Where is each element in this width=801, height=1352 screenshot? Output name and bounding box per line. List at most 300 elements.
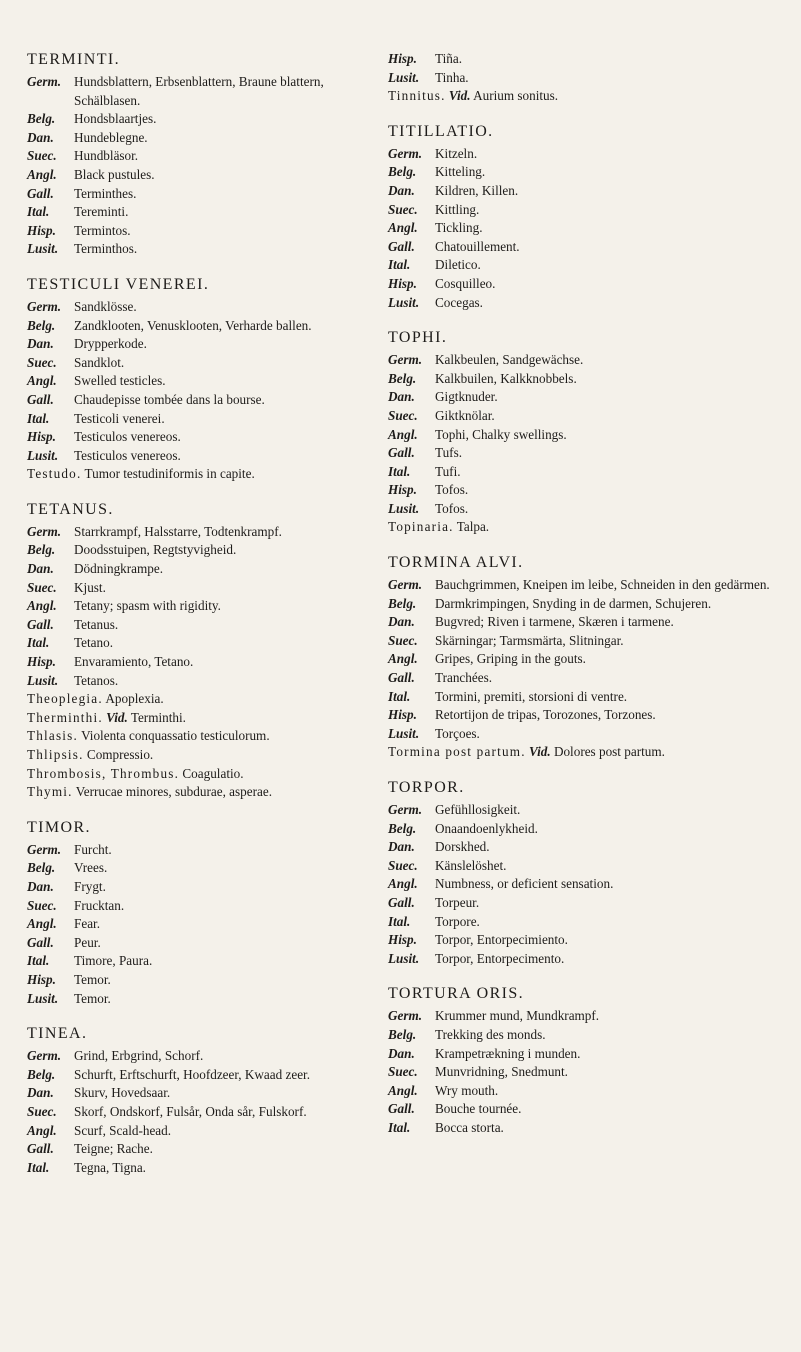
- language-label: Suec.: [27, 897, 57, 913]
- language-label: Lusit.: [27, 672, 59, 688]
- translation-row: [388, 725, 778, 744]
- translation-row: [388, 294, 778, 313]
- translation-row: [388, 801, 778, 820]
- translation-row: [27, 616, 372, 635]
- translation-text: Temor.: [74, 990, 111, 1006]
- translation-text: Diletico.: [435, 257, 481, 273]
- cross-reference-marker: Vid.: [529, 744, 551, 760]
- translation-row: [27, 1140, 372, 1159]
- language-label: Belg.: [388, 164, 417, 180]
- synonym-definition: Terminthi.: [130, 709, 186, 725]
- language-label: Germ.: [27, 74, 62, 89]
- translation-row: [388, 1007, 778, 1026]
- synonym-line: [388, 743, 778, 762]
- translation-text: Tetano.: [74, 635, 113, 651]
- translation-row: [388, 426, 778, 445]
- synonym-line: [27, 465, 372, 484]
- translation-text: Bocca storta.: [435, 1119, 504, 1135]
- language-label: Ital.: [27, 953, 50, 969]
- language-label: Germ.: [27, 298, 62, 314]
- translation-row: [27, 222, 372, 241]
- translation-row: [27, 841, 372, 860]
- language-label: Belg.: [27, 1066, 56, 1082]
- language-label: Lusit.: [27, 241, 59, 257]
- entry-heading: TESTICULI VENEREI.: [27, 275, 210, 293]
- translation-row: [27, 934, 372, 953]
- translation-text: Tofos.: [435, 482, 469, 498]
- translation-text: Gripes, Griping in the gouts.: [435, 651, 586, 667]
- language-label: Hisp.: [388, 932, 417, 948]
- translation-row: [388, 875, 778, 894]
- translation-text: Tickling.: [435, 220, 483, 236]
- translation-text: Tormini, premiti, storsioni di ventre.: [435, 688, 628, 704]
- synonym-term: Thrombosis, Thrombus.: [27, 765, 180, 781]
- language-label: Suec.: [388, 201, 418, 217]
- translation-text: Bugvred; Riven i tarmene, Skæren i tarmene.: [435, 614, 674, 630]
- synonym-term: Therminthi.: [27, 709, 103, 725]
- entry-tophi: [388, 328, 778, 537]
- language-label: Belg.: [388, 820, 417, 836]
- translation-row: [27, 1047, 372, 1066]
- translation-row: [27, 1159, 372, 1178]
- entry-continued: [388, 50, 778, 106]
- synonym-line: [27, 690, 372, 709]
- language-label: Suec.: [388, 1064, 418, 1080]
- language-label: Belg.: [388, 370, 417, 386]
- translation-row: [388, 238, 778, 257]
- cross-reference-marker: Vid.: [106, 709, 128, 725]
- translation-text: Numbness, or deficient sensation.: [435, 876, 614, 892]
- translation-row: [27, 428, 372, 447]
- translation-text: Swelled testicles.: [74, 373, 166, 389]
- translation-row: [388, 913, 778, 932]
- translation-row: [27, 240, 372, 259]
- language-label: Gall.: [27, 934, 54, 950]
- translation-text: Darmkrimpingen, Snyding in de darmen, Schujeren.: [435, 595, 712, 611]
- translation-row: [27, 597, 372, 616]
- translation-row: [388, 275, 778, 294]
- synonym-term: Thlipsis.: [27, 747, 84, 762]
- translation-row: [388, 1063, 778, 1082]
- entry-torpor: [388, 778, 778, 968]
- translation-row: [27, 354, 372, 373]
- translation-text: Tophi, Chalky swellings.: [435, 426, 567, 442]
- cross-reference-marker: Vid.: [448, 88, 471, 104]
- translation-text: Cocegas.: [435, 294, 483, 310]
- translation-text: Torpore.: [435, 913, 480, 929]
- translation-text: Tegna, Tigna.: [74, 1159, 146, 1175]
- translation-text: Tereminti.: [74, 204, 129, 220]
- synonym-definition: Violenta conquassatio testiculorum.: [81, 728, 270, 744]
- language-label: Dan.: [27, 1085, 54, 1101]
- language-label: Germ.: [388, 352, 423, 368]
- language-label: Suec.: [27, 148, 57, 164]
- synonym-term: Thymi.: [27, 784, 73, 800]
- translation-text: Sandklot.: [74, 354, 125, 370]
- translation-text: Terminthes.: [74, 185, 137, 201]
- translation-row: [388, 163, 778, 182]
- translation-row: [27, 335, 372, 354]
- translation-text: Dorskhed.: [435, 839, 490, 855]
- language-label: Hisp.: [388, 707, 417, 723]
- translation-text: Envaramiento, Tetano.: [74, 654, 194, 670]
- translation-row: [27, 1122, 372, 1141]
- left-column: [27, 50, 372, 1177]
- translation-text: Tetanos.: [74, 672, 119, 688]
- language-label: Hisp.: [27, 971, 56, 987]
- translation-row: [388, 595, 778, 614]
- translation-row: [388, 388, 778, 407]
- language-label: Ital.: [27, 1159, 50, 1175]
- translation-row: [388, 219, 778, 238]
- translation-text: Gefühllosigkeit.: [435, 802, 521, 817]
- language-label: Gall.: [388, 670, 415, 686]
- synonym-line: [27, 709, 372, 728]
- synonym-definition: Dolores post partum.: [553, 744, 665, 760]
- language-label: Angl.: [27, 916, 57, 932]
- language-label: Gall.: [388, 894, 415, 910]
- translation-text: Zandklooten, Venusklooten, Verharde ballen.: [74, 317, 312, 333]
- translation-row: [27, 541, 372, 560]
- translation-text: Sandklösse.: [74, 298, 137, 314]
- translation-row: [27, 560, 372, 579]
- synonym-definition: Talpa.: [456, 519, 490, 535]
- translation-text: Bouche tournée.: [435, 1101, 522, 1117]
- translation-text: Tinha.: [435, 69, 469, 85]
- translation-row: [27, 1066, 372, 1085]
- translation-text: Starrkrampf, Halsstarre, Todtenkrampf.: [74, 523, 282, 539]
- translation-text: Tofos.: [435, 500, 469, 516]
- entry-tetanus: [27, 500, 372, 802]
- translation-text: Känslelöshet.: [435, 857, 507, 873]
- language-label: Angl.: [388, 651, 418, 667]
- language-label: Dan.: [27, 129, 54, 145]
- language-label: Ital.: [388, 913, 411, 929]
- translation-row: [27, 410, 372, 429]
- translation-text: Grind, Erbgrind, Schorf.: [74, 1048, 204, 1064]
- synonym-term: Testudo.: [27, 466, 82, 482]
- entry-tortura-oris: [388, 984, 778, 1137]
- translation-text: Tranchées.: [435, 670, 493, 686]
- translation-row: [27, 185, 372, 204]
- translation-row: [27, 129, 372, 148]
- entry-heading: TORPOR.: [388, 779, 465, 796]
- synonym-definition: Verrucae minores, subdurae, asperae.: [75, 784, 272, 800]
- entry-terminti: [27, 50, 372, 259]
- translation-text: Krampetrækning i munden.: [435, 1045, 581, 1061]
- translation-row: [388, 688, 778, 707]
- language-label: Dan.: [388, 389, 415, 405]
- translation-row: [388, 1100, 778, 1119]
- translation-row: [388, 463, 778, 482]
- synonym-definition: Apoplexia.: [105, 691, 164, 707]
- language-label: Germ.: [27, 1048, 62, 1064]
- entry-heading: TITILLATIO.: [388, 122, 494, 140]
- language-label: Dan.: [388, 182, 415, 198]
- language-label: Suec.: [27, 579, 57, 595]
- translation-row: [388, 351, 778, 370]
- entry-timor: [27, 818, 372, 1008]
- language-label: Hisp.: [388, 482, 417, 498]
- translation-text: Scurf, Scald-head.: [74, 1122, 172, 1138]
- translation-text: Vrees.: [74, 860, 108, 876]
- translation-row: [27, 317, 372, 336]
- synonym-line: [27, 746, 372, 765]
- language-label: Dan.: [27, 561, 54, 577]
- language-label: Belg.: [27, 542, 56, 558]
- language-label: Gall.: [27, 1141, 54, 1157]
- translation-row: [388, 894, 778, 913]
- translation-text: Hondsblaartjes.: [74, 111, 157, 127]
- language-label: Lusit.: [388, 500, 420, 516]
- language-label: Lusit.: [388, 725, 420, 741]
- translation-row: [27, 1084, 372, 1103]
- translation-row: [388, 576, 778, 595]
- language-label: Hisp.: [388, 275, 417, 291]
- translation-text: Dödningkrampe.: [74, 561, 163, 577]
- translation-row: [27, 878, 372, 897]
- synonym-term: Theoplegia.: [27, 691, 103, 707]
- translation-text: Giktknölar.: [435, 407, 495, 423]
- synonym-definition: Compressio.: [86, 747, 154, 762]
- entry-tinea: [27, 1024, 372, 1177]
- translation-row: [388, 50, 778, 69]
- language-label: Hisp.: [27, 429, 56, 445]
- translation-row: [27, 203, 372, 222]
- translation-text: Testicoli venerei.: [74, 410, 165, 426]
- language-label: Germ.: [27, 523, 62, 539]
- language-label: Gall.: [388, 238, 415, 254]
- synonym-term: Topinaria.: [388, 519, 454, 535]
- translation-text: Teigne; Rache.: [74, 1141, 153, 1157]
- translation-text: Timore, Paura.: [74, 953, 153, 969]
- language-label: Gall.: [27, 391, 54, 407]
- translation-text: Wry mouth.: [435, 1082, 499, 1098]
- translation-text: Frygt.: [74, 878, 106, 894]
- translation-row: [27, 952, 372, 971]
- translation-text: Drypperkode.: [74, 336, 147, 352]
- translation-text: Trekking des monds.: [435, 1026, 546, 1042]
- language-label: Suec.: [388, 857, 418, 873]
- translation-text: Chaudepisse tombée dans la bourse.: [74, 391, 265, 407]
- translation-text: Tetanus.: [74, 616, 119, 632]
- translation-text: Torpor, Entorpecimiento.: [435, 932, 568, 948]
- language-label: Belg.: [388, 595, 417, 611]
- entry-heading: TETANUS.: [27, 500, 114, 518]
- translation-text: Kitteling.: [435, 164, 486, 180]
- language-label: Dan.: [27, 878, 54, 894]
- entry-titillatio: [388, 122, 778, 312]
- translation-row: [388, 500, 778, 519]
- translation-text: Kalkbeulen, Sandgewächse.: [435, 352, 584, 368]
- synonym-line: [388, 518, 778, 537]
- translation-text: Fear.: [74, 916, 101, 932]
- translation-text: Kitzeln.: [435, 145, 478, 161]
- entry-heading: TIMOR.: [27, 818, 91, 836]
- translation-row: [388, 950, 778, 969]
- translation-text: Cosquilleo.: [435, 275, 496, 291]
- translation-row: [388, 481, 778, 500]
- language-label: Dan.: [27, 336, 54, 352]
- translation-text: Hundsblattern, Erbsenblattern, Braune blattern, Schälblasen.: [74, 74, 324, 108]
- language-label: Suec.: [27, 1103, 57, 1119]
- synonym-line: [27, 765, 372, 784]
- translation-row: [27, 166, 372, 185]
- translation-text: Kildren, Killen.: [435, 182, 519, 198]
- translation-row: [388, 1119, 778, 1138]
- language-label: Ital.: [388, 257, 411, 273]
- translation-text: Onaandoenlykheid.: [435, 820, 538, 836]
- language-label: Lusit.: [388, 950, 420, 966]
- translation-row: [388, 201, 778, 220]
- translation-text: Kittling.: [435, 201, 480, 217]
- language-label: Belg.: [388, 1026, 417, 1042]
- language-label: Lusit.: [388, 69, 420, 85]
- language-label: Ital.: [388, 688, 411, 704]
- language-label: Angl.: [27, 166, 57, 182]
- translation-text: Skorf, Ondskorf, Fulsår, Onda sår, Fulskorf.: [74, 1103, 307, 1119]
- language-label: Belg.: [27, 111, 56, 127]
- right-column: [388, 50, 778, 1138]
- translation-text: Frucktan.: [74, 897, 125, 913]
- language-label: Germ.: [388, 145, 423, 161]
- translation-row: [388, 145, 778, 164]
- translation-row: [27, 915, 372, 934]
- translation-text: Kjust.: [74, 579, 106, 595]
- translation-text: Hundbläsor.: [74, 148, 139, 164]
- synonym-term: Tinnitus.: [388, 88, 446, 104]
- translation-row: [27, 523, 372, 542]
- translation-row: [388, 706, 778, 725]
- translation-text: Torçoes.: [435, 725, 480, 741]
- translation-text: Munvridning, Snedmunt.: [435, 1064, 568, 1080]
- translation-text: Kalkbuilen, Kalkknobbels.: [435, 370, 577, 386]
- translation-row: [27, 391, 372, 410]
- translation-text: Skärningar; Tarmsmärta, Slitningar.: [435, 632, 624, 648]
- translation-row: [388, 650, 778, 669]
- entry-heading: TINEA.: [27, 1025, 88, 1043]
- translation-text: Testiculos venereos.: [74, 429, 181, 445]
- translation-text: Bauchgrimmen, Kneipen im leibe, Schneiden in den gedärmen.: [435, 577, 770, 593]
- language-label: Ital.: [388, 463, 411, 479]
- language-label: Angl.: [388, 876, 418, 892]
- translation-text: Tufi.: [435, 463, 461, 479]
- synonym-definition: Coagulatio.: [182, 765, 244, 781]
- translation-row: [27, 859, 372, 878]
- language-label: Hisp.: [388, 51, 417, 66]
- language-label: Lusit.: [27, 990, 59, 1006]
- language-label: Ital.: [27, 204, 50, 220]
- language-label: Dan.: [388, 1045, 415, 1061]
- language-label: Belg.: [27, 860, 56, 876]
- translation-text: Black pustules.: [74, 166, 155, 182]
- translation-row: [27, 73, 372, 110]
- language-label: Ital.: [27, 635, 50, 651]
- translation-row: [27, 579, 372, 598]
- translation-row: [27, 447, 372, 466]
- translation-text: Schurft, Erftschurft, Hoofdzeer, Kwaad zeer.: [74, 1066, 311, 1082]
- translation-text: Tufs.: [435, 445, 463, 461]
- translation-row: [27, 653, 372, 672]
- translation-row: [388, 857, 778, 876]
- translation-row: [27, 672, 372, 691]
- language-label: Angl.: [388, 220, 418, 236]
- language-label: Lusit.: [388, 294, 420, 310]
- language-label: Angl.: [27, 598, 57, 614]
- translation-row: [388, 1082, 778, 1101]
- translation-row: [27, 897, 372, 916]
- synonym-line: [27, 783, 372, 802]
- translation-row: [388, 370, 778, 389]
- synonym-definition: Aurium sonitus.: [473, 88, 559, 104]
- translation-row: [388, 1026, 778, 1045]
- translation-text: Tetany; spasm with rigidity.: [74, 598, 221, 614]
- language-label: Gall.: [27, 616, 54, 632]
- language-label: Ital.: [388, 1119, 411, 1135]
- translation-row: [27, 634, 372, 653]
- language-label: Angl.: [27, 373, 57, 389]
- translation-text: Testiculos venereos.: [74, 447, 181, 463]
- translation-row: [27, 990, 372, 1009]
- entry-testiculi-venerei: [27, 275, 372, 484]
- translation-row: [27, 110, 372, 129]
- translation-text: Terminthos.: [74, 241, 138, 257]
- language-label: Germ.: [388, 577, 423, 593]
- translation-row: [388, 669, 778, 688]
- translation-text: Chatouillement.: [435, 238, 520, 254]
- synonym-definition: Tumor testudiniformis in capite.: [84, 466, 255, 482]
- language-label: Hisp.: [27, 654, 56, 670]
- translation-row: [388, 444, 778, 463]
- language-label: Hisp.: [27, 222, 56, 238]
- translation-text: Skurv, Hovedsaar.: [74, 1085, 171, 1101]
- translation-text: Termintos.: [74, 222, 131, 238]
- translation-row: [388, 632, 778, 651]
- entry-heading: TORTURA ORIS.: [388, 985, 525, 1003]
- translation-row: [388, 613, 778, 632]
- language-label: Gall.: [388, 445, 415, 461]
- translation-row: [388, 69, 778, 88]
- translation-text: Furcht.: [74, 841, 112, 857]
- translation-row: [27, 298, 372, 317]
- entry-heading: TOPHI.: [388, 329, 448, 347]
- language-label: Lusit.: [27, 447, 59, 463]
- synonym-line: [27, 727, 372, 746]
- synonym-term: Tormina post partum.: [388, 744, 526, 760]
- translation-text: Temor.: [74, 971, 111, 987]
- translation-text: Doodsstuipen, Regtstyvigheid.: [74, 542, 237, 558]
- translation-row: [27, 1103, 372, 1122]
- language-label: Ital.: [27, 410, 50, 426]
- synonym-line: [388, 87, 778, 106]
- language-label: Angl.: [27, 1122, 57, 1138]
- translation-row: [388, 820, 778, 839]
- translation-text: Gigtknuder.: [435, 389, 498, 405]
- translation-text: Torpeur.: [435, 894, 480, 910]
- translation-row: [27, 971, 372, 990]
- language-label: Dan.: [388, 614, 415, 630]
- translation-text: Tiña.: [435, 51, 462, 66]
- synonym-term: Thlasis.: [27, 728, 78, 744]
- translation-text: Peur.: [74, 934, 101, 950]
- translation-row: [388, 407, 778, 426]
- language-label: Suec.: [388, 632, 418, 648]
- language-label: Belg.: [27, 317, 56, 333]
- translation-text: Hundeblegne.: [74, 129, 148, 145]
- translation-text: Torpor, Entorpecimento.: [435, 950, 565, 966]
- language-label: Suec.: [388, 407, 418, 423]
- translation-row: [388, 1045, 778, 1064]
